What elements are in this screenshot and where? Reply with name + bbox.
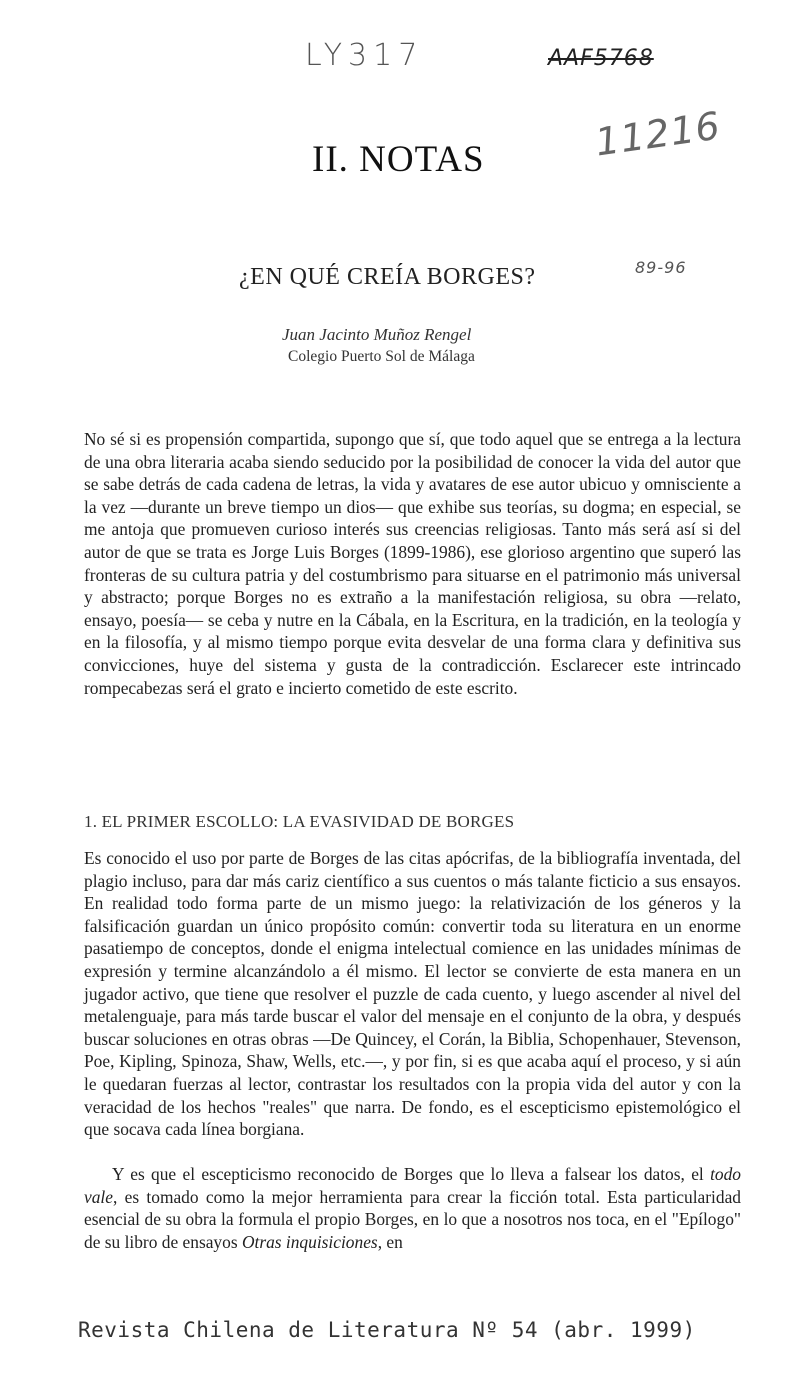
journal-footer: Revista Chilena de Literatura Nº 54 (abr. 1999) [78,1318,696,1342]
text-run: , en [377,1231,403,1252]
author-name: Juan Jacinto Muñoz Rengel [282,325,472,344]
handwritten-number: 11216 [592,103,724,165]
book-title: Otras inquisiciones [241,1231,378,1252]
text-run: , es tomado como la mejor herramienta para crear la ficción total. Esta particularidad esencial de su obra la formula el propio Borges, en lo que a nosotros nos toca, en el "Epílogo" de su libro de ensayos [84,1186,741,1252]
handwritten-struck-code: AAF5768 [548,46,654,71]
italic-phrase: todo vale [84,1164,741,1207]
section-heading: 1. EL PRIMER ESCOLLO: LA EVASIVIDAD DE BORGES [84,812,515,831]
text-run: Y es que el escepticismo reconocido de Borges que lo lleva a falsear los datos, el [112,1164,711,1184]
handwritten-catalog-number: LY317 [305,38,424,73]
intro-paragraph: No sé si es propensión compartida, supongo que sí, que todo aquel que se entrega a la lectura de una obra literaria acaba siendo seducido por la posibilidad de conocer la vida del autor que se sabe detrás de cada cadena de letras, la vida y avatares de ese autor ubicuo y omnisciente a la vez —durante un breve tiempo un dios— que exhibe sus teorías, su dogma; en especial, se me antoja que promueven curioso interés sus creencias religiosas. Tanto más será así si del autor de que se trata es Jorge Luis Borges (1899-1986), ese glorioso argentino que superó las fronteras de su cultura patria y del costumbrismo para situarse en el patrimonio más universal y abstracto; porque Borges no es extraño a la manifestación religiosa, su obra —relato, ensayo, poesía— se ceba y nutre en la Cábala, en la Escritura, en la tradición, en la teología y en la filosofía, y al mismo tiempo porque evita desvelar de una forma clara y definitiva sus convicciones, huye del sistema y gusta de la contradicción. Esclarecer este intrincado rompecabezas será el grato e incierto cometido de este escrito. [84,429,741,698]
article-title: ¿EN QUÉ CREÍA BORGES? [239,264,536,290]
author-affiliation: Colegio Puerto Sol de Málaga [288,348,475,365]
section-title: II. NOTAS [312,139,485,180]
body-paragraph-continued [84,1163,741,1253]
body-paragraph: Es conocido el uso por parte de Borges de las citas apócrifas, de la bibliografía inventada, del plagio incluso, para dar más cariz científico a sus cuentos o más talante ficticio a sus ensayos. En realidad todo forma parte de un mismo juego: la relativización de los géneros y la falsificación guardan un único propósito común: convertir toda su literatura en un enorme pasatiempo de conceptos, donde el enigma intelectual comience en las unidades mínimas de expresión y termine alcanzándolo a él mismo. El lector se convierte de esta manera en un jugador activo, que tiene que resolver el puzzle de cada cuento, y luego ascender al nivel del metalenguaje, para más tarde buscar el valor del mensaje en el conjunto de la obra, y después buscar soluciones en otras obras —De Quincey, el Corán, la Biblia, Schopenhauer, Stevenson, Poe, Kipling, Spinoza, Shaw, Wells, etc.—, y por fin, si es que acaba aquí el proceso, y si aún le quedaran fuerzas al lector, contrastar los resultados con la propia vida del autor y con la veracidad de los hechos "reales" que narra. De fondo, es el escepticismo epistemológico el que socava cada línea borgiana. [84,848,741,1140]
handwritten-page-range: 89-96 [635,258,687,277]
